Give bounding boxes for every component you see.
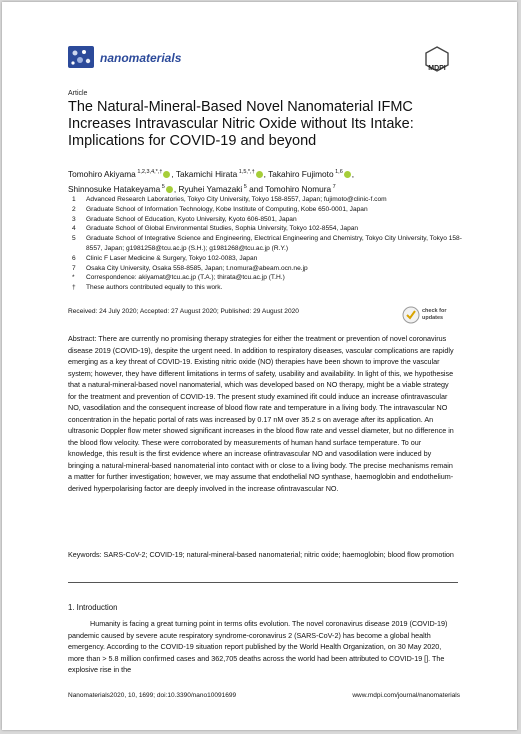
citation: Nanomaterials2020, 10, 1699; doi:10.3390/nano10091699	[68, 692, 237, 699]
affiliation-mark: 2	[72, 205, 76, 213]
affiliation-item	[72, 215, 462, 225]
affiliation-item	[72, 254, 462, 264]
author-affiliation-mark: 1,5,*,†	[237, 169, 255, 175]
check-updates-badge[interactable]	[402, 306, 450, 326]
author-separator: ,	[351, 168, 355, 179]
section-divider	[68, 582, 458, 583]
paper-title: The Natural-Mineral-Based Novel Nanomaterial IFMC Increases Intravascular Nitric Oxide without Its Intake: Implications for COVID-19 and beyond	[68, 99, 414, 149]
affiliation-text: Graduate School of Integrative Science and Engineering, Electrical Engineering and Chemistry, Tokyo City University, Tokyo 158-8557, Japan; g1981258@tcu.ac.jp (S.H.); g1981268@tcu.ac.jp (R.Y.)	[86, 235, 462, 252]
author-name: Tomohiro Nomura	[265, 183, 332, 194]
section-heading: 1. Introduction	[68, 603, 118, 612]
journal-logo-icon	[68, 46, 94, 68]
affiliation-mark: 6	[72, 254, 76, 262]
author-name: Takahiro Fujimoto	[268, 168, 334, 179]
author-name: Takamichi Hirata	[175, 168, 238, 179]
orcid-icon[interactable]	[163, 171, 170, 178]
affiliation-text: Graduate School of Global Environmental Studies, Sophia University, Tokyo 102-8554, Japan	[86, 225, 359, 233]
affiliation-text: Advanced Research Laboratories, Tokyo City University, Tokyo 158-8557, Japan; fujimoto@clinic-f.com	[86, 196, 387, 203]
affiliation-mark: 7	[72, 264, 76, 272]
author-name: Ryuhei Yamazaki	[178, 183, 243, 194]
affiliation-text: These authors contributed equally to this work.	[86, 284, 223, 292]
journal-url[interactable]: www.mdpi.com/journal/nanomaterials	[352, 692, 460, 699]
publication-dates: Received: 24 July 2020; Accepted: 27 August 2020; Published: 29 August 2020	[68, 308, 299, 315]
author-affiliation-mark: 5	[160, 183, 165, 190]
mdpi-logo-icon	[422, 46, 452, 72]
author-list	[68, 166, 458, 196]
orcid-icon[interactable]	[256, 171, 263, 178]
affiliation-item	[72, 264, 462, 274]
affiliation-item	[72, 273, 462, 283]
author-name: Shinnosuke Hatakeyama	[68, 183, 161, 194]
author-separator: ,	[171, 168, 176, 179]
author-affiliation-mark: 7	[331, 183, 336, 190]
affiliation-item	[72, 283, 462, 293]
affiliation-mark: †	[72, 284, 76, 292]
affiliation-text: Correspondence: akiyamat@tcu.ac.jp (T.A.); thirata@tcu.ac.jp (T.H.)	[86, 274, 285, 282]
affiliation-mark: 5	[72, 235, 76, 243]
author-affiliation-mark: 1,2,3,4,*,†	[135, 169, 163, 175]
affiliation-text: Graduate School of Education, Kyoto University, Kyoto 606-8501, Japan	[86, 215, 297, 223]
orcid-icon[interactable]	[166, 186, 173, 193]
publisher-name: MDPI	[428, 65, 446, 72]
journal-header	[68, 46, 448, 70]
affiliation-item	[72, 205, 462, 215]
author-separator: ,	[263, 168, 269, 179]
affiliation-mark: 4	[72, 225, 76, 233]
affiliation-text: Clinic F Laser Medicine & Surgery, Tokyo 102-0083, Japan	[86, 254, 258, 262]
affiliation-mark: 1	[72, 196, 76, 203]
check-updates-label: check for updates	[422, 308, 447, 321]
affiliation-item	[72, 224, 462, 234]
intro-paragraph: Humanity is facing a great turning point in terms ofits evolution. The novel coronavirus disease 2019 (COVID-19) pandemic caused by severe acute respiratory syndrome-coronavirus 2 (SARS-CoV-2) has become a global health emergency. According to the COVID-19 situation report published by the World Health Organization, on 30 May 2020, more than > 5.8 million confirmed cases and 362,705 deaths across the world had been attributed to COVID-19 []. The explosive rise in the	[68, 619, 448, 674]
author-affiliation-mark: 5	[242, 183, 247, 190]
affiliation-text: Graduate School of Information Technology, Kobe Institute of Computing, Kobe 650-0001, Japan	[86, 205, 368, 213]
author-affiliation-mark: 1,6	[333, 169, 343, 175]
author-separator: ,	[173, 183, 179, 194]
affiliation-item	[72, 234, 462, 254]
paper-page	[2, 2, 517, 730]
affiliation-mark: *	[72, 274, 75, 282]
orcid-icon[interactable]	[344, 171, 351, 178]
check-updates-icon	[402, 306, 420, 324]
affiliation-list	[72, 195, 462, 293]
affiliation-item	[72, 195, 462, 205]
affiliation-mark: 3	[72, 215, 76, 223]
article-type: Article	[68, 90, 88, 97]
author-name: Tomohiro Akiyama	[68, 168, 136, 179]
keywords: Keywords: SARS-CoV-2; COVID-19; natural-mineral-based nanomaterial; nitric oxide; haemoglobin; blood flow promotion	[68, 550, 454, 559]
affiliation-text: Osaka City University, Osaka 558-8585, Japan; t.nomura@abeam.ocn.ne.jp	[86, 264, 308, 272]
abstract: Abstract: There are currently no promising therapy strategies for either the treatment or prevention of novel coronavirus disease 2019 (COVID-19), despite the urgent need. In addition to respiratory diseases, vascular complications are rapidly emerging as a key threat of COVID-19. Existing nitric oxide (NO) therapies have been shown to improve the vascular system; however, they have different limitations in terms of safety, usability and availability. In light of this, we hypothesise that a natural-mineral-based novel nanomaterial, which was developed based on NO therapy, might be a viable strategy for the treatment and prevention of COVID-19. The present study examined ifit could induce an increase ofintravascular NO, vasodilation and the consequent increase of blood flow rate and temperature in a living body. The intravascular NO concentration in the hepatic portal of rats was increased by 0.17 nM over 35.2 s on average after its application. An ultrasonic Doppler flow meter showed significant increases in the blood flow rate and vessel diameter, but no difference in the blood flow velocity. These were corroborated by measurements of human hand surface temperature. To our knowledge, this result is the first evidence where an increase ofintravascular NO and vasodilation were induced by bringing a natural-mineral-based nanomaterial into contact with or close to a living body. The precise mechanisms remain a matter for further investigation; however, we may assume that endothelial NO synthase, haemoglobin and endothelium-derived hyperpolarising factor are deeply involved in the increase ofintravascular NO.	[68, 334, 454, 493]
author-separator: and	[246, 183, 266, 194]
journal-name: nanomaterials	[100, 51, 182, 65]
